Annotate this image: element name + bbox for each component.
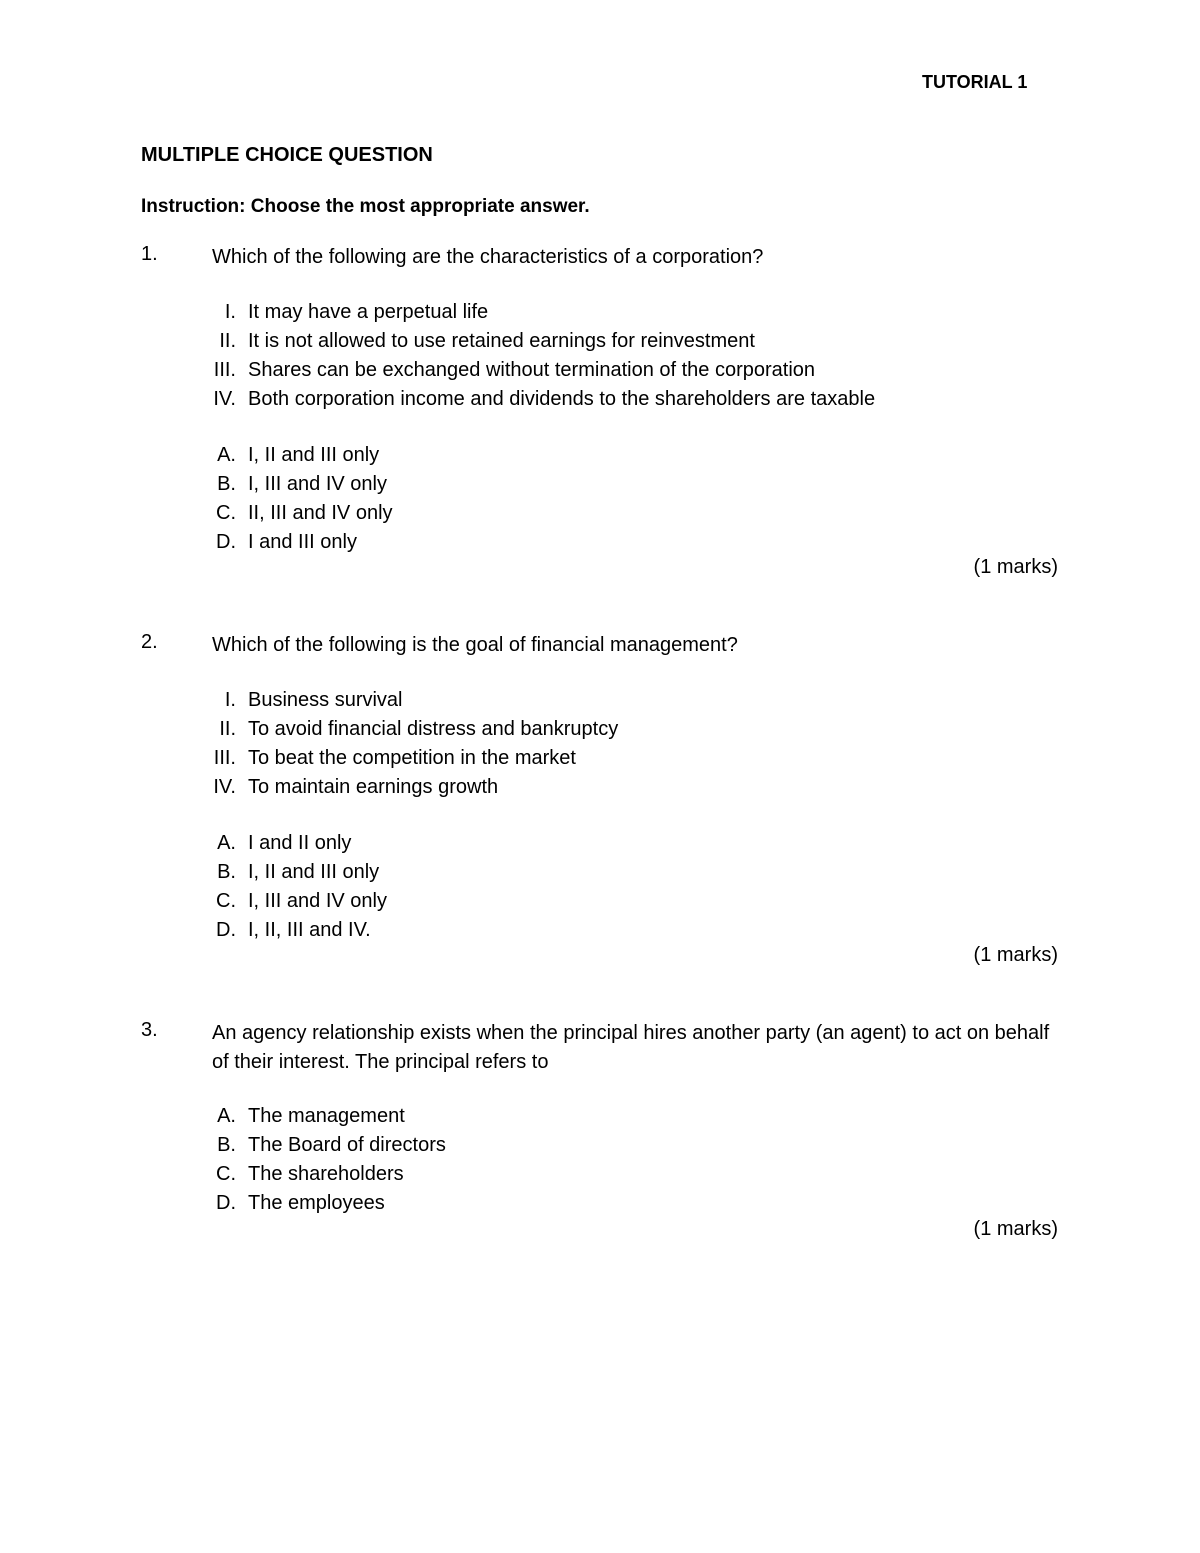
statement-text: To beat the competition in the market xyxy=(248,747,576,769)
statement-item xyxy=(0,686,1200,715)
marks-label: (1 marks) xyxy=(973,1218,1058,1240)
statement-item xyxy=(0,715,1200,744)
answer-option[interactable] xyxy=(0,441,1200,470)
option-letter: D. xyxy=(216,531,236,553)
page-header-tutorial: TUTORIAL 1 xyxy=(922,72,1028,92)
option-text: The management xyxy=(248,1105,405,1127)
marks-label: (1 marks) xyxy=(973,944,1058,966)
statement-text: It may have a perpetual life xyxy=(248,301,489,323)
option-text: The Board of directors xyxy=(248,1134,446,1156)
statement-item xyxy=(0,327,1200,356)
option-text: I and III only xyxy=(248,531,357,553)
section-title: MULTIPLE CHOICE QUESTION xyxy=(141,144,433,166)
statement-list xyxy=(0,298,1200,414)
option-letter: D. xyxy=(216,919,236,941)
answer-option[interactable] xyxy=(0,470,1200,499)
statement-list xyxy=(0,686,1200,802)
option-letter: C. xyxy=(216,502,236,524)
option-text: II, III and IV only xyxy=(248,502,393,524)
option-text: I, III and IV only xyxy=(248,473,387,495)
option-text: The shareholders xyxy=(248,1163,404,1185)
option-text: I, II and III only xyxy=(248,444,380,466)
marks-label: (1 marks) xyxy=(973,556,1058,578)
statement-numeral: II. xyxy=(219,718,236,740)
option-letter: A. xyxy=(217,444,236,466)
statement-numeral: I. xyxy=(224,689,236,711)
option-text: I, II and III only xyxy=(248,861,380,883)
question-number: 2. xyxy=(141,631,158,653)
question-number: 3. xyxy=(141,1019,158,1041)
answer-option[interactable] xyxy=(0,1102,1200,1131)
answer-option[interactable] xyxy=(0,916,1200,945)
statement-numeral: IV. xyxy=(213,388,236,410)
statement-numeral: III. xyxy=(213,747,236,769)
answer-option[interactable] xyxy=(0,1131,1200,1160)
statement-text: It is not allowed to use retained earnings for reinvestment xyxy=(248,330,755,352)
option-letter: C. xyxy=(216,890,236,912)
statement-item xyxy=(0,356,1200,385)
instruction-text: Instruction: Choose the most appropriate answer. xyxy=(141,196,590,217)
statement-text: Shares can be exchanged without termination of the corporation xyxy=(248,359,816,381)
statement-text: Business survival xyxy=(248,689,403,711)
statement-text: To avoid financial distress and bankruptcy xyxy=(248,718,619,740)
option-text: The employees xyxy=(248,1192,385,1214)
answer-option-list xyxy=(0,441,1200,557)
option-letter: C. xyxy=(216,1163,236,1185)
answer-option[interactable] xyxy=(0,1189,1200,1218)
option-letter: B. xyxy=(217,473,236,495)
option-letter: B. xyxy=(217,1134,236,1156)
answer-option[interactable] xyxy=(0,499,1200,528)
statement-numeral: I. xyxy=(224,301,236,323)
statement-text: Both corporation income and dividends to the shareholders are taxable xyxy=(248,388,876,410)
statement-item xyxy=(0,773,1200,802)
statement-item xyxy=(0,744,1200,773)
question-number: 1. xyxy=(141,243,158,265)
option-letter: A. xyxy=(217,832,236,854)
answer-option[interactable] xyxy=(0,1160,1200,1189)
option-letter: A. xyxy=(217,1105,236,1127)
answer-option[interactable] xyxy=(0,528,1200,557)
option-text: I, III and IV only xyxy=(248,890,387,912)
statement-item xyxy=(0,298,1200,327)
option-text: I, II, III and IV. xyxy=(248,919,371,941)
question-text: Which of the following are the characteristics of a corporation? xyxy=(212,246,764,268)
statement-item xyxy=(0,385,1200,414)
option-letter: D. xyxy=(216,1192,236,1214)
question-text: An agency relationship exists when the principal hires another party (an agent) to act on behalf of their interest. The principal refers to xyxy=(212,1022,1050,1073)
answer-option[interactable] xyxy=(0,858,1200,887)
statement-numeral: III. xyxy=(213,359,236,381)
question-text: Which of the following is the goal of financial management? xyxy=(212,634,738,656)
answer-option-list xyxy=(0,1102,1200,1218)
answer-option[interactable] xyxy=(0,887,1200,916)
answer-option[interactable] xyxy=(0,829,1200,858)
answer-option-list xyxy=(0,829,1200,945)
statement-text: To maintain earnings growth xyxy=(248,776,499,798)
statement-numeral: II. xyxy=(219,330,236,352)
option-text: I and II only xyxy=(248,832,352,854)
statement-numeral: IV. xyxy=(213,776,236,798)
option-letter: B. xyxy=(217,861,236,883)
